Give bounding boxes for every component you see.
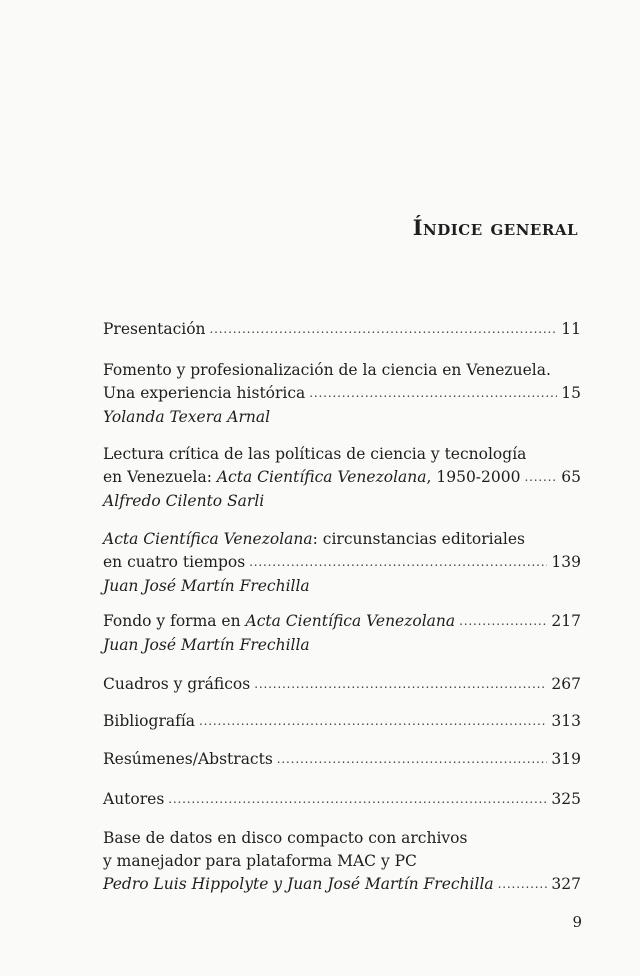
leader-dots — [459, 609, 547, 633]
page-number: 9 — [572, 913, 582, 931]
toc-entry-resumenes[interactable] — [103, 748, 581, 772]
entry-title-cont: Una experiencia histórica — [103, 384, 306, 402]
toc-entry-lectura-critica[interactable] — [103, 443, 581, 513]
page-ref: 65 — [561, 468, 581, 486]
leader-dots — [498, 872, 548, 896]
entry-title: Autores — [103, 790, 165, 808]
entry-author: Yolanda Texera Arnal — [103, 408, 271, 426]
page-ref: 11 — [561, 320, 581, 338]
toc-entry-autores[interactable] — [103, 788, 581, 812]
leader-dots — [277, 747, 548, 771]
page-ref: 217 — [551, 612, 581, 630]
entry-title: Bibliografía — [103, 712, 196, 730]
entry-title-cont: en Venezuela: Acta Científica Venezolana, 1950-2000 — [103, 468, 521, 486]
entry-title: Cuadros y gráficos — [103, 675, 251, 693]
page-ref: 313 — [551, 712, 581, 730]
leader-dots — [249, 550, 547, 574]
toc-entry-cuadros[interactable] — [103, 673, 581, 697]
leader-dots — [309, 381, 557, 405]
entry-title: Lectura crítica de las políticas de ciencia y tecnología — [103, 445, 527, 463]
toc-entry-fondo-forma[interactable] — [103, 610, 581, 657]
leader-dots — [210, 317, 558, 341]
leader-dots — [168, 787, 547, 811]
entry-title-cont: en cuatro tiempos — [103, 553, 246, 571]
entry-title: Acta Científica Venezolana: circunstancias editoriales — [103, 530, 525, 548]
toc-entry-fomento[interactable] — [103, 359, 581, 429]
toc-entry-base-datos[interactable] — [103, 827, 581, 897]
page-title: Índice general — [412, 215, 578, 240]
toc-entry-presentacion[interactable] — [103, 318, 581, 342]
entry-title: Fondo y forma en Acta Científica Venezolana — [103, 612, 456, 630]
page-ref: 15 — [561, 384, 581, 402]
leader-dots — [199, 709, 547, 733]
entry-author: Pedro Luis Hippolyte y Juan José Martín Frechilla — [103, 875, 494, 893]
entry-author: Juan José Martín Frechilla — [103, 636, 310, 654]
page-ref: 267 — [551, 675, 581, 693]
page-ref: 139 — [551, 553, 581, 571]
leader-dots — [254, 672, 547, 696]
page-ref: 325 — [551, 790, 581, 808]
entry-title-cont: y manejador para plataforma MAC y PC — [103, 852, 417, 870]
page-ref: 319 — [551, 750, 581, 768]
toc-entry-circunstancias[interactable] — [103, 528, 581, 598]
entry-title: Presentación — [103, 320, 206, 338]
entry-author: Juan José Martín Frechilla — [103, 577, 310, 595]
toc-entry-bibliografia[interactable] — [103, 710, 581, 734]
entry-title: Fomento y profesionalización de la ciencia en Venezuela. — [103, 361, 551, 379]
leader-dots — [524, 465, 557, 489]
page-ref: 327 — [551, 875, 581, 893]
entry-author: Alfredo Cilento Sarli — [103, 492, 265, 510]
entry-title: Base de datos en disco compacto con archivos — [103, 829, 468, 847]
entry-title: Resúmenes/Abstracts — [103, 750, 273, 768]
